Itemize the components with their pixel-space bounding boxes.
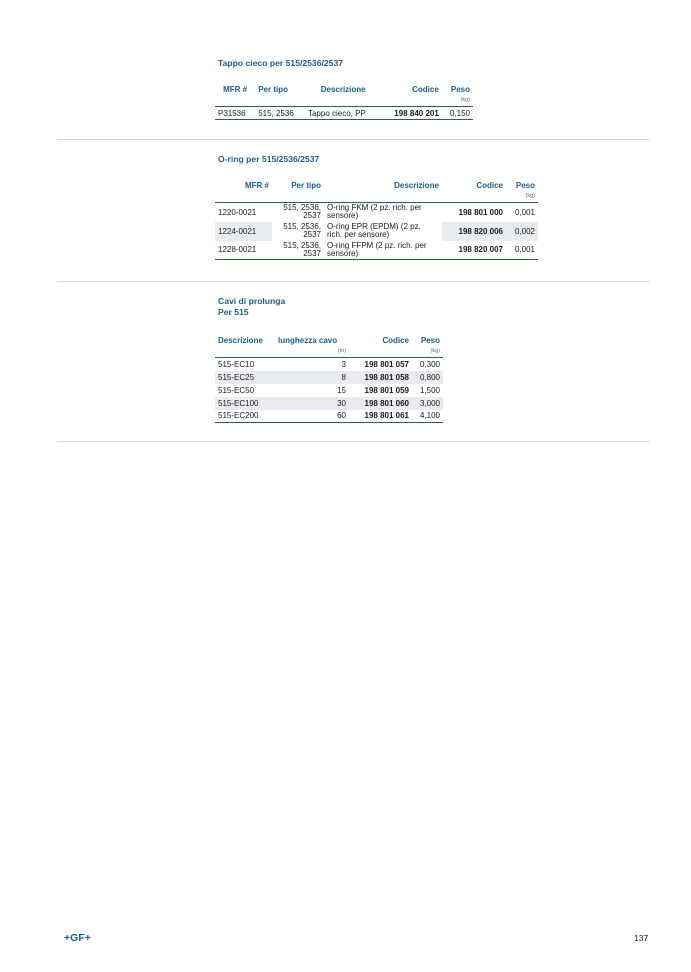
cell-mfr: 1220-0021	[218, 207, 257, 217]
header-codice: Codice	[382, 336, 409, 345]
cell-codice: 198 801 061	[364, 411, 409, 421]
header-descrizione: Descrizione	[394, 181, 439, 190]
unit-peso: (kg)	[460, 97, 470, 103]
cell-codice: 198 801 057	[364, 359, 409, 369]
cell-peso: 1,500	[419, 385, 440, 395]
table-o-ring	[215, 180, 538, 260]
table-row	[215, 222, 538, 241]
cell-lunghezza: 8	[275, 371, 349, 384]
cell-lunghezza: 3	[341, 359, 346, 369]
section-divider	[57, 441, 650, 442]
unit-peso: (kg)	[525, 193, 535, 199]
header-peso: Peso	[515, 181, 535, 190]
cell-descrizione: O-ring FFPM (2 pz. rich. per sensore)	[327, 240, 427, 258]
cell-codice: 198 801 059	[364, 385, 409, 395]
table-tappo-cieco	[215, 84, 473, 120]
header-per-tipo: Per tipo	[291, 181, 321, 190]
section-title-o-ring: O-ring per 515/2536/2537	[218, 154, 320, 164]
section-divider	[57, 139, 650, 140]
cell-peso: 0,002	[506, 222, 538, 241]
cell-codice: 198 801 000	[458, 207, 503, 217]
cell-descrizione: O-ring EPR (EPDM) (2 pz. rich. per sensore)	[327, 222, 421, 239]
unit-lunghezza: (m)	[337, 348, 346, 354]
cell-codice: 198 820 007	[458, 245, 503, 255]
gf-logo: +GF+	[64, 932, 91, 944]
section-divider	[57, 281, 650, 282]
section-subtitle: Per 515	[218, 307, 249, 317]
table-header-row	[215, 84, 473, 97]
table-row	[215, 371, 443, 384]
cell-lunghezza: 15	[337, 385, 346, 395]
cell-descrizione: 515-EC25	[215, 371, 275, 384]
cell-per-tipo: 515, 2536, 2537	[283, 240, 321, 258]
cell-per-tipo: 515, 2536	[258, 108, 294, 118]
table-row	[215, 397, 443, 410]
header-mfr: MFR #	[245, 181, 269, 190]
cell-per-tipo: 515, 2536, 2537	[283, 203, 321, 221]
cell-descrizione: Tappo cieco, PP	[307, 108, 366, 118]
table-unit-row	[215, 348, 443, 358]
header-mfr: MFR #	[223, 85, 248, 94]
cell-descrizione: 515-EC10	[218, 359, 255, 369]
unit-peso: (kg)	[430, 348, 440, 354]
cell-descrizione: 515-EC200	[218, 411, 259, 421]
section-title-cavi	[218, 296, 285, 318]
cell-peso: 3,000	[412, 397, 443, 410]
cell-descrizione: 515-EC100	[215, 397, 275, 410]
table-unit-row	[215, 193, 538, 203]
cell-descrizione: O-ring FKM (2 pz. rich. per sensore)	[327, 203, 422, 221]
cell-peso: 0,150	[449, 108, 470, 118]
cell-per-tipo: 515, 2536, 2537	[283, 222, 321, 239]
table-unit-row	[215, 97, 473, 107]
section-title-tappo-cieco: Tappo cieco per 515/2536/2537	[218, 58, 343, 68]
cell-peso: 0,800	[412, 371, 443, 384]
table-header-row	[215, 335, 443, 348]
cell-descrizione: 515-EC50	[218, 385, 255, 395]
table-row	[215, 203, 538, 222]
table-cavi-prolunga	[215, 335, 443, 423]
header-descrizione: Descrizione	[320, 85, 366, 94]
cell-lunghezza: 30	[275, 397, 349, 410]
header-descrizione: Descrizione	[218, 336, 263, 345]
cell-codice: 198 801 058	[349, 371, 412, 384]
cell-mfr: 1224-0021	[215, 222, 272, 241]
cell-lunghezza: 60	[337, 411, 346, 421]
table-header-row	[215, 180, 538, 193]
cell-peso: 0,001	[514, 245, 535, 255]
cell-peso: 4,100	[419, 411, 440, 421]
cell-peso: 0,300	[419, 359, 440, 369]
table-row	[215, 358, 443, 371]
cell-codice: 198 820 006	[442, 222, 506, 241]
header-lunghezza-cavo: lunghezza cavo	[278, 336, 338, 345]
cell-mfr: P31536	[218, 108, 246, 118]
cell-codice: 198 840 201	[394, 108, 439, 118]
table-row	[215, 241, 538, 260]
table-row	[215, 410, 443, 423]
header-peso: Peso	[450, 85, 470, 94]
cell-peso: 0,001	[514, 207, 535, 217]
header-peso: Peso	[420, 336, 440, 345]
header-per-tipo: Per tipo	[258, 85, 288, 94]
table-row	[215, 107, 473, 120]
header-codice: Codice	[412, 85, 439, 94]
cell-mfr: 1228-0021	[218, 245, 257, 255]
cell-codice: 198 801 060	[349, 397, 412, 410]
table-row	[215, 384, 443, 397]
header-codice: Codice	[476, 181, 503, 190]
section-title-line-1: Cavi di prolunga	[218, 296, 286, 306]
page-number: 137	[634, 933, 649, 943]
